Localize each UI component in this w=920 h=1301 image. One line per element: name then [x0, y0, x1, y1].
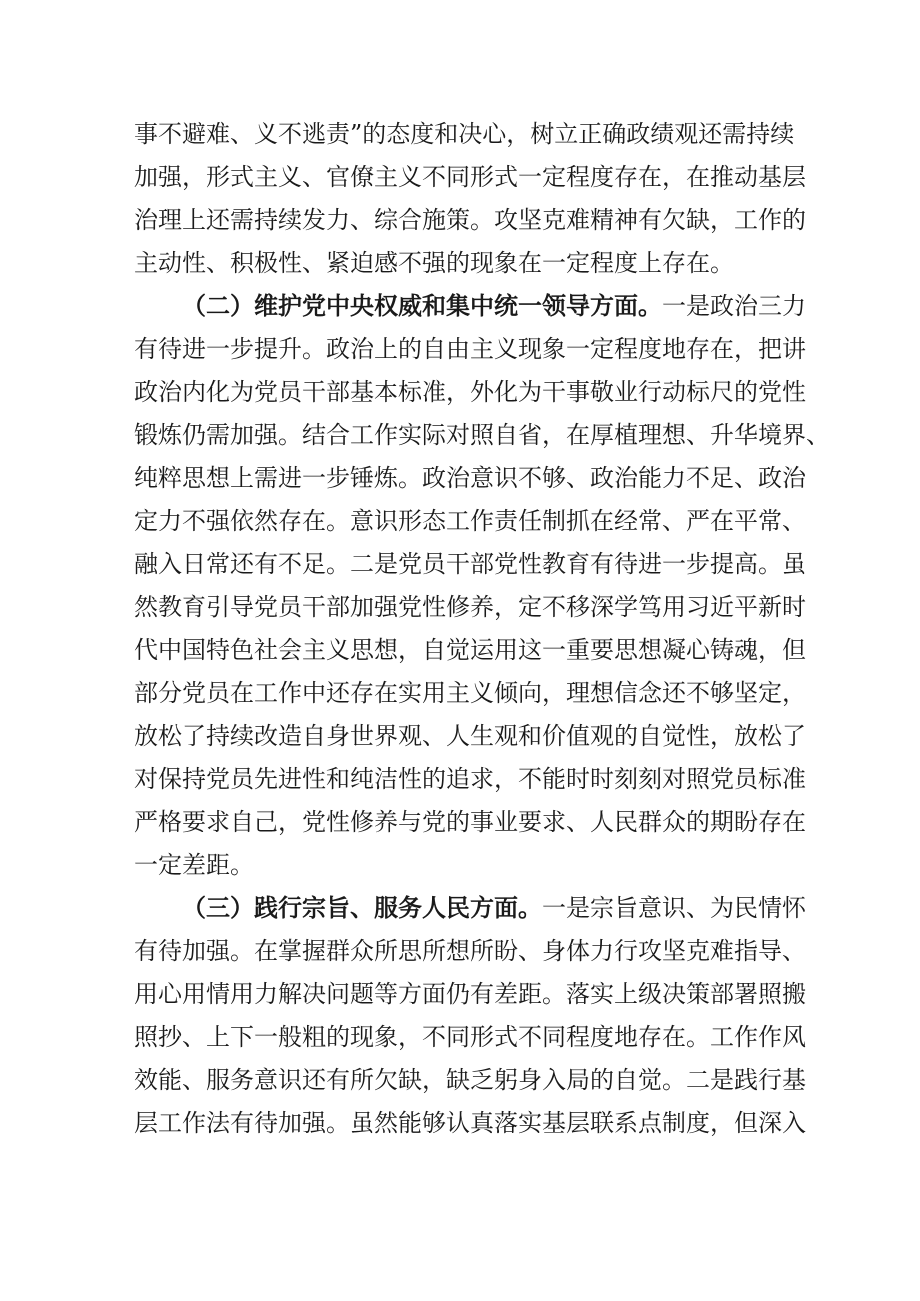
para3-first-line: [182, 892, 806, 924]
para2-line-8: 然教育引导党员干部加强党性修养，定不移深学笃用习近平新时: [134, 593, 806, 621]
para1-line-1: 事不避难、义不逃责”的态度和决心，树立正确政绩观还需持续: [134, 120, 795, 148]
para2-line-6: 定力不强依然存在。意识形态工作责任制抓在经常、严在平常、: [134, 507, 806, 535]
para3-first-rest: 一是宗旨意识、为民情怀: [542, 894, 806, 922]
para2-line-5: 纯粹思想上需进一步锤炼。政治意识不够、政治能力不足、政治: [134, 464, 806, 492]
para2-line-9: 代中国特色社会主义思想，自觉运用这一重要思想凝心铸魂，但: [134, 636, 806, 664]
para3-line-3: 用心用情用力解决问题等方面仍有差距。落实上级决策部署照搬: [134, 980, 806, 1008]
para2-line-12: 对保持党员先进性和纯洁性的追求，不能时时刻刻对照党员标准: [134, 765, 806, 793]
para2-line-7: 融入日常还有不足。二是党员干部党性教育有待进一步提高。虽: [134, 550, 806, 578]
para2-line-4: 锻炼仍需加强。结合工作实际对照自省，在厚植理想、升华境界、: [134, 421, 830, 449]
para1-line-2: 加强，形式主义、官僚主义不同形式一定程度存在，在推动基层: [134, 163, 806, 191]
para2-line-14: 一定差距。: [134, 851, 254, 879]
para3-heading: （三）践行宗旨、服务人民方面。: [182, 893, 542, 922]
para2-first-rest: 一是政治三力: [662, 292, 806, 320]
para2-line-11: 放松了持续改造自身世界观、人生观和价值观的自觉性，放松了: [134, 722, 806, 750]
para3-line-6: 层工作法有待加强。虽然能够认真落实基层联系点制度，但深入: [134, 1109, 806, 1137]
para2-line-13: 严格要求自己，党性修养与党的事业要求、人民群众的期盼存在: [134, 808, 806, 836]
para2-line-10: 部分党员在工作中还存在实用主义倾向，理想信念还不够坚定，: [134, 679, 806, 707]
para3-line-5: 效能、服务意识还有所欠缺，缺乏躬身入局的自觉。二是践行基: [134, 1066, 806, 1094]
para2-line-2: 有待进一步提升。政治上的自由主义现象一定程度地存在，把讲: [134, 335, 806, 363]
para1-line-3: 治理上还需持续发力、综合施策。攻坚克难精神有欠缺，工作的: [134, 206, 806, 234]
para2-line-3: 政治内化为党员干部基本标准，外化为干事敬业行动标尺的党性: [134, 378, 806, 406]
para3-line-2: 有待加强。在掌握群众所思所想所盼、身体力行攻坚克难指导、: [134, 937, 806, 965]
para1-line-4: 主动性、积极性、紧迫感不强的现象在一定程度上存在。: [134, 249, 734, 277]
para2-heading: （二）维护党中央权威和集中统一领导方面。: [182, 291, 662, 320]
para2-first-line: [182, 290, 806, 322]
para3-line-4: 照抄、上下一般粗的现象，不同形式不同程度地存在。工作作风: [134, 1023, 806, 1051]
